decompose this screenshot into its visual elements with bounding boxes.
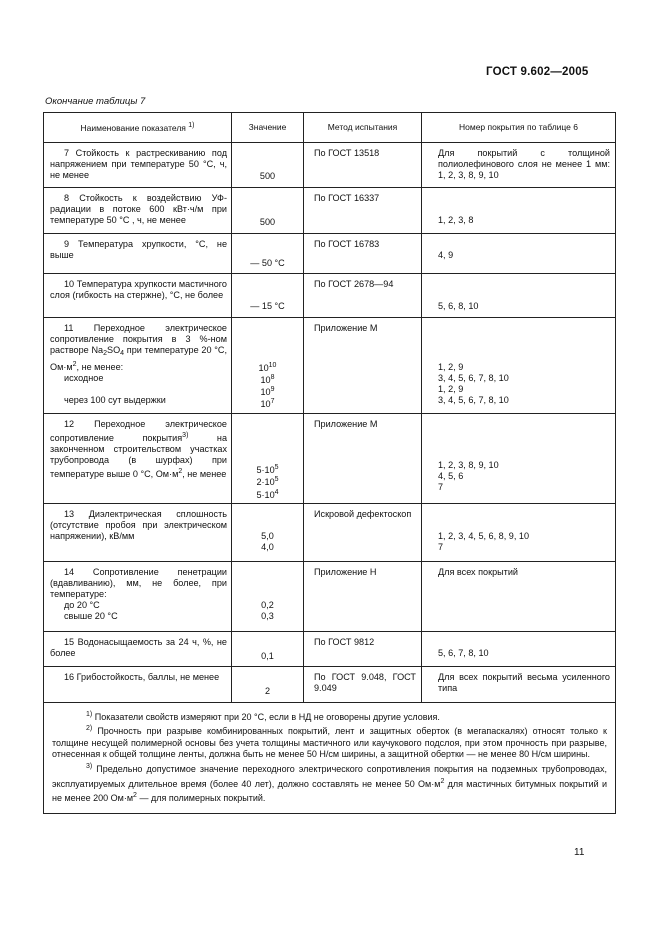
document-code: ГОСТ 9.602—2005 (486, 66, 589, 78)
row-name: 8 Стойкость к воздействию УФ-радиации в потоке 600 кВт·ч/м при температуре 50 °С , ч, не менее (50, 192, 227, 226)
footnote-1: $^{1)}$ Показатели свойств измеряют при 20 °С, если в НД не оговорены другие условия. (86, 710, 440, 722)
row-name: 10 Температура хрупкости мастичного слоя (гибкость на стержне), °С, не более (50, 278, 227, 300)
row-value: 500 (259, 217, 276, 228)
row-value: $10^9$ (260, 385, 275, 397)
row-value: $2\cdot 10^5$ (256, 476, 279, 488)
row-coverage: 1, 2, 3, 8 (438, 214, 474, 225)
row-name: 11 Переходное электрическое сопротивление покрытия в 3 %-ном растворе $Na_2SO_4$ при температуре 20 °С, $Ом\cdot м^2$, не менее: (50, 322, 227, 373)
row-subitem: исходное (64, 373, 104, 384)
row-method: По ГОСТ 16337 (304, 187, 422, 233)
row-method: По ГОСТ 16783 (304, 233, 422, 273)
row-name: 9 Температура хрупкости, °С, не выше (50, 238, 227, 260)
row-coverage: 1, 2, 9 (438, 361, 464, 372)
column-header-coverage: Номер покрытия по таблице 6 (422, 113, 616, 143)
row-coverage: 3, 4, 5, 6, 7, 8, 10 (438, 395, 509, 406)
table-row (44, 503, 616, 561)
row-coverage: Для всех покрытий весьма усиленного типа (422, 666, 616, 702)
row-name: 13 Диэлектрическая сплошность (отсутствие пробоя при электрическом напряжении), кВ/мм (50, 508, 227, 542)
row-value: — 15 °С (250, 301, 285, 312)
row-coverage: 4, 9 (438, 249, 454, 260)
row-value: $5\cdot 10^5$ (256, 463, 279, 475)
row-method: Искровой дефектоскоп (304, 503, 422, 561)
row-value: 5,0 (261, 530, 274, 541)
row-method: По ГОСТ 13518 (304, 143, 422, 188)
row-coverage: 7 (438, 541, 444, 552)
row-coverage: 3, 4, 5, 6, 7, 8, 10 (438, 372, 509, 383)
row-value: $5\cdot 10^4$ (256, 488, 279, 500)
row-method: По ГОСТ 9812 (304, 631, 422, 666)
row-subitem: свыше 20 °С (64, 611, 118, 622)
row-subitem: до 20 °С (64, 600, 100, 611)
row-value: 0,1 (261, 651, 274, 662)
properties-table (43, 112, 616, 814)
row-coverage: 5, 6, 7, 8, 10 (438, 647, 489, 658)
row-method: Приложение М (304, 317, 422, 413)
row-method: По ГОСТ 9.048, ГОСТ 9.049 (304, 666, 422, 702)
table-row (44, 143, 616, 188)
table-header-row (44, 113, 616, 143)
row-value: 0,3 (261, 610, 274, 621)
row-name: 7 Стойкость к растрескиванию под напряжением при температуре 50 °С, ч, не менее (50, 148, 227, 181)
row-method: Приложение М (304, 413, 422, 503)
footnote-2: $^{2)}$ Прочность при разрыве комбинированных покрытий, лент и защитных оберток (в мегапаскалях) относят только к толщине несущей полимерной основы без учета толщины мастичного или каучукового подслоя, при этом прочность при разрыве, отнесенная к общей толщине ленты, должна быть не менее 50 Н/см ширины, а защитной обертки — не менее 80 Н/см ширины. (52, 725, 607, 760)
table-caption: Окончание таблицы 7 (45, 96, 146, 107)
footnote-3: $^{3)}$ Предельно допустимое значение переходного электрического сопротивления покрытия на подземных трубопроводах, эксплуатируемых длительное время (более 40 лет), должно составлять не менее 50 $Ом\cdot м^2$ для мастичных битумных покрытий и не менее 200 $Ом\cdot м^2$ — для полимерных покрытий. (52, 762, 607, 804)
row-value: $10^8$ (260, 373, 275, 385)
row-value: $10^{10}$ (258, 361, 277, 373)
table-row (44, 233, 616, 273)
row-method: По ГОСТ 2678—94 (304, 273, 422, 317)
row-coverage: 4, 5, 6 (438, 470, 464, 481)
column-header-name: Наименование показателя $^{1)}$ (44, 113, 232, 143)
column-header-method: Метод испытания (304, 113, 422, 143)
row-method: Приложение Н (304, 561, 422, 631)
table-row (44, 561, 616, 631)
row-value: $10^7$ (260, 397, 275, 409)
row-coverage: 1, 2, 3, 4, 5, 6, 8, 9, 10 (438, 530, 529, 541)
row-name: 16 Грибостойкость, баллы, не менее (64, 671, 220, 682)
table-row (44, 631, 616, 666)
row-name: 15 Водонасыщаемость за 24 ч, %, не более (50, 636, 227, 658)
row-coverage: 7 (438, 481, 444, 492)
table-row (44, 317, 616, 413)
row-name: 14 Сопротивление пенетрации (вдавливанию), мм, не более, при температуре: (50, 566, 227, 600)
row-value: 500 (259, 171, 276, 182)
row-value: 4,0 (261, 541, 274, 552)
row-subitem: через 100 сут выдержки (64, 394, 166, 405)
column-header-value: Значение (232, 113, 304, 143)
row-value: 0,2 (261, 599, 274, 610)
table-row (44, 666, 616, 702)
row-coverage: Для покрытий с толщиной полиолефинового слоя не менее 1 мм: 1, 2, 3, 8, 9, 10 (422, 143, 616, 188)
row-value: 2 (264, 686, 271, 697)
row-coverage: 1, 2, 9 (438, 383, 464, 394)
row-coverage: 1, 2, 3, 8, 9, 10 (438, 459, 499, 470)
table-notes-row (44, 702, 616, 813)
row-name: 12 Переходное электрическое сопротивление покрытия$^{3)}$ на законченном строительством участках трубопровода (в шурфах) при температуре выше 0 °С, $Ом\cdot м^2$, не менее (50, 418, 227, 480)
row-coverage: 5, 6, 8, 10 (438, 300, 479, 311)
table-row (44, 187, 616, 233)
row-value: — 50 °С (250, 258, 285, 269)
table-row (44, 273, 616, 317)
page-number: 11 (574, 847, 585, 858)
row-coverage: Для всех покрытий (422, 561, 616, 631)
table-row (44, 413, 616, 503)
